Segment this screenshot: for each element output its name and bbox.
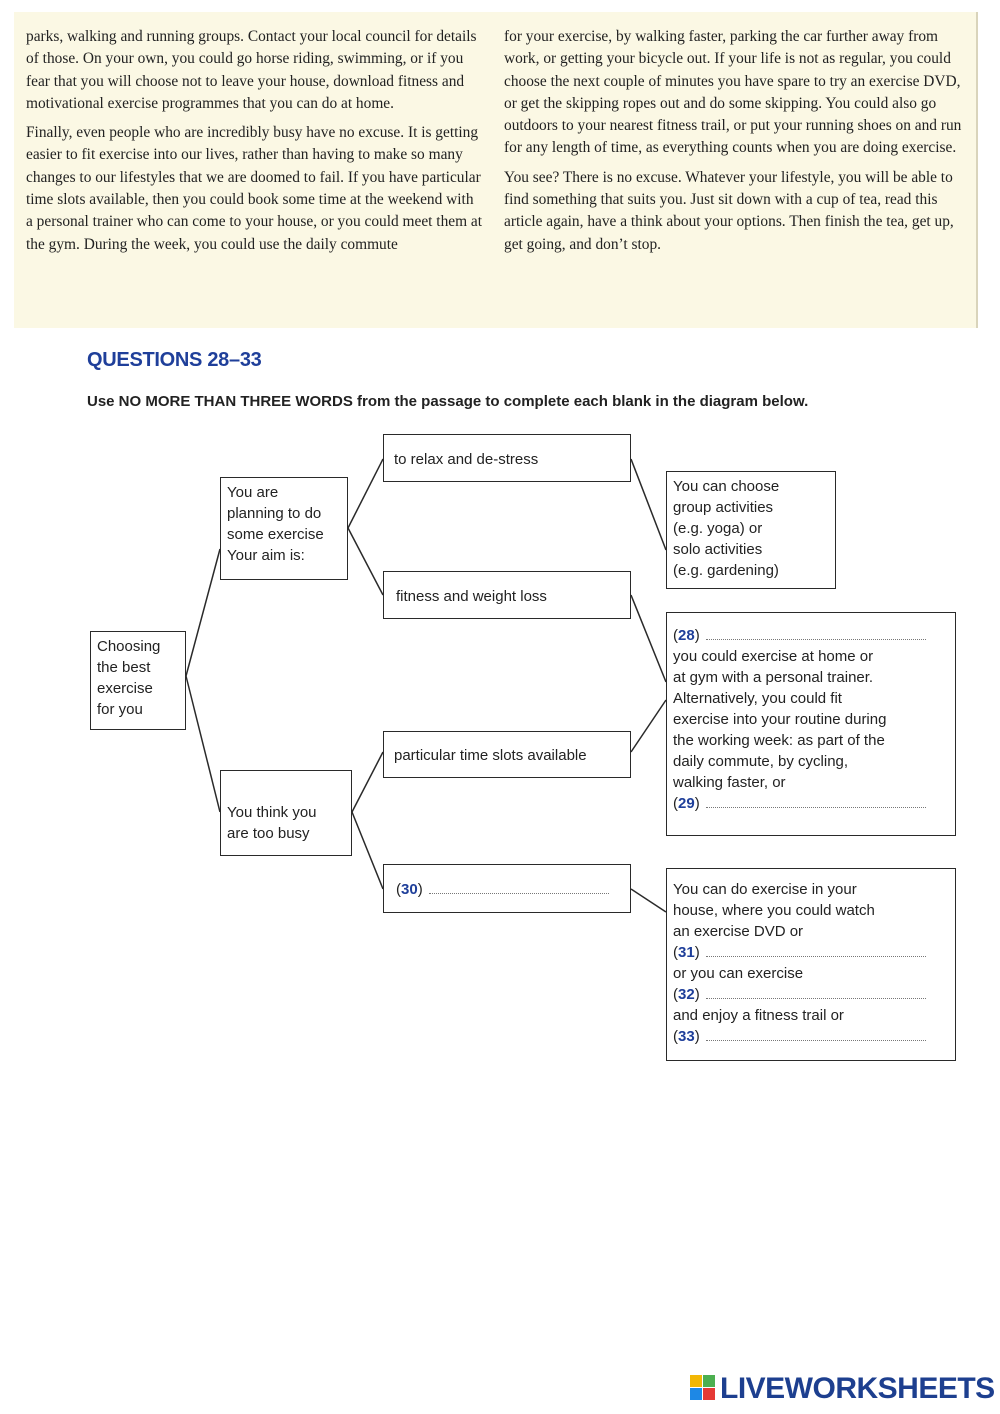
box-line: an exercise DVD or bbox=[673, 923, 804, 940]
box-line: Choosing bbox=[97, 638, 161, 655]
question-number: 31 bbox=[678, 944, 695, 961]
question-28-line: (28) bbox=[673, 625, 949, 646]
box-line: (e.g. yoga) or bbox=[673, 520, 763, 537]
question-32-line: (32) bbox=[673, 984, 949, 1005]
box-line: you could exercise at home or bbox=[673, 648, 874, 665]
box-time-slots bbox=[383, 731, 631, 778]
answer-blank-31[interactable] bbox=[706, 944, 926, 957]
box-line: particular time slots available bbox=[394, 747, 587, 764]
box-fitness-weight-loss bbox=[383, 571, 631, 619]
connector-root-planning bbox=[186, 549, 220, 676]
answer-blank-28[interactable] bbox=[706, 627, 926, 640]
box-line: exercise into your routine during bbox=[673, 711, 887, 728]
box-line: house, where you could watch bbox=[673, 902, 875, 919]
box-questions-31-33 bbox=[666, 868, 956, 1061]
box-line: planning to do bbox=[227, 505, 322, 522]
box-line: You can do exercise in your bbox=[673, 881, 857, 898]
box-line: and enjoy a fitness trail or bbox=[673, 1007, 844, 1024]
question-33-line: (33) bbox=[673, 1026, 949, 1047]
brand-name: LIVEWORKSHEETS bbox=[720, 1372, 995, 1405]
questions-heading: QUESTIONS 28–33 bbox=[87, 349, 262, 371]
box-line: are too busy bbox=[227, 825, 310, 842]
question-31-line: (31) bbox=[673, 942, 949, 963]
box-line: Alternatively, you could fit bbox=[673, 690, 842, 707]
question-number: 33 bbox=[678, 1028, 695, 1045]
box-line: walking faster, or bbox=[673, 774, 786, 791]
connector-busy-q30 bbox=[352, 812, 383, 889]
answer-blank-33[interactable] bbox=[706, 1028, 926, 1041]
connector-root-busy bbox=[186, 676, 220, 812]
questions-instruction: Use NO MORE THAN THREE WORDS from the passage to complete each blank in the diagram below. bbox=[87, 393, 809, 410]
logo-square bbox=[703, 1375, 715, 1387]
box-choosing-best-exercise bbox=[90, 631, 186, 730]
box-line: or you can exercise bbox=[673, 965, 804, 982]
box-line: the working week: as part of the bbox=[673, 732, 885, 749]
answer-blank-32[interactable] bbox=[706, 986, 926, 999]
connector-planning-fitness bbox=[348, 528, 383, 595]
box-too-busy bbox=[220, 770, 352, 856]
box-relax-destress bbox=[383, 434, 631, 482]
logo-square bbox=[703, 1388, 715, 1400]
box-line: the best bbox=[97, 659, 151, 676]
connector-busy-slots bbox=[352, 752, 383, 812]
box-line: some exercise bbox=[227, 526, 324, 543]
box-line: to relax and de-stress bbox=[394, 451, 539, 468]
box-line: You think you bbox=[227, 804, 317, 821]
passage-paragraph: parks, walking and running groups. Contact your local council for details of those. On your own, you could go horse riding, swimming, or if you fear that you will choose not to leave your house, download fitness and motivational exercise programmes that you can do at home. bbox=[26, 28, 477, 112]
liveworksheets-logo-icon bbox=[690, 1375, 716, 1401]
box-line: at gym with a personal trainer. bbox=[673, 669, 874, 686]
box-line: group activities bbox=[673, 499, 774, 516]
box-line: Your aim is: bbox=[227, 547, 305, 564]
question-29-line: (29) bbox=[673, 793, 949, 814]
question-30-line: (30) bbox=[396, 879, 624, 900]
box-line: exercise bbox=[97, 680, 153, 697]
answer-blank-29[interactable] bbox=[706, 795, 926, 808]
box-line: solo activities bbox=[673, 541, 763, 558]
box-line: You can choose bbox=[673, 478, 780, 495]
passage-paragraph: for your exercise, by walking faster, parking the car further away from work, or getting your bicycle out. If your life is not as regular, you could choose the next couple of minutes you have spare to try an exercise DVD, or get the skipping ropes out and do some skipping. You could also go outdoors to your nearest fitness trail, or put your running shoes on and run for any length of time, as everything counts when you are doing exercise. bbox=[504, 28, 962, 157]
question-number: 30 bbox=[401, 881, 418, 898]
question-number: 29 bbox=[678, 795, 695, 812]
connector-slots-box28 bbox=[631, 700, 666, 752]
box-questions-28-29 bbox=[666, 612, 956, 836]
box-line: You are bbox=[227, 484, 279, 501]
liveworksheets-brand bbox=[690, 1372, 995, 1406]
answer-blank-30[interactable] bbox=[429, 881, 609, 894]
connector-planning-relax bbox=[348, 459, 383, 528]
box-line: for you bbox=[97, 701, 143, 718]
question-number: 32 bbox=[678, 986, 695, 1003]
passage-paragraph: You see? There is no excuse. Whatever your lifestyle, you will be able to find something that suits you. Just sit down with a cup of tea, read this article again, have a think about your options. Then finish the tea, get up, get going, and don’t stop. bbox=[504, 168, 954, 253]
box-planning-exercise bbox=[220, 477, 348, 580]
connector-relax-choose bbox=[631, 459, 666, 550]
passage-paragraph: Finally, even people who are incredibly busy have no excuse. It is getting easier to fit exercise into our lives, rather than having to make so many changes to our lifestyles that we are doomed to fail. If you have particular time slots available, then you could book some time at the weekend with a personal trainer who can come to your house, or you could meet them at the gym. During the week, you could use the daily commute bbox=[26, 124, 483, 253]
logo-square bbox=[690, 1388, 702, 1400]
box-line: daily commute, by cycling, bbox=[673, 753, 849, 770]
question-number: 28 bbox=[678, 627, 695, 644]
box-choose-activities bbox=[666, 471, 836, 589]
box-line: (e.g. gardening) bbox=[673, 562, 779, 579]
box-question-30 bbox=[383, 864, 631, 913]
connector-q30-box31 bbox=[631, 889, 666, 912]
connector-fitness-box28 bbox=[631, 595, 666, 682]
box-line: fitness and weight loss bbox=[396, 588, 547, 605]
logo-square bbox=[690, 1375, 702, 1387]
